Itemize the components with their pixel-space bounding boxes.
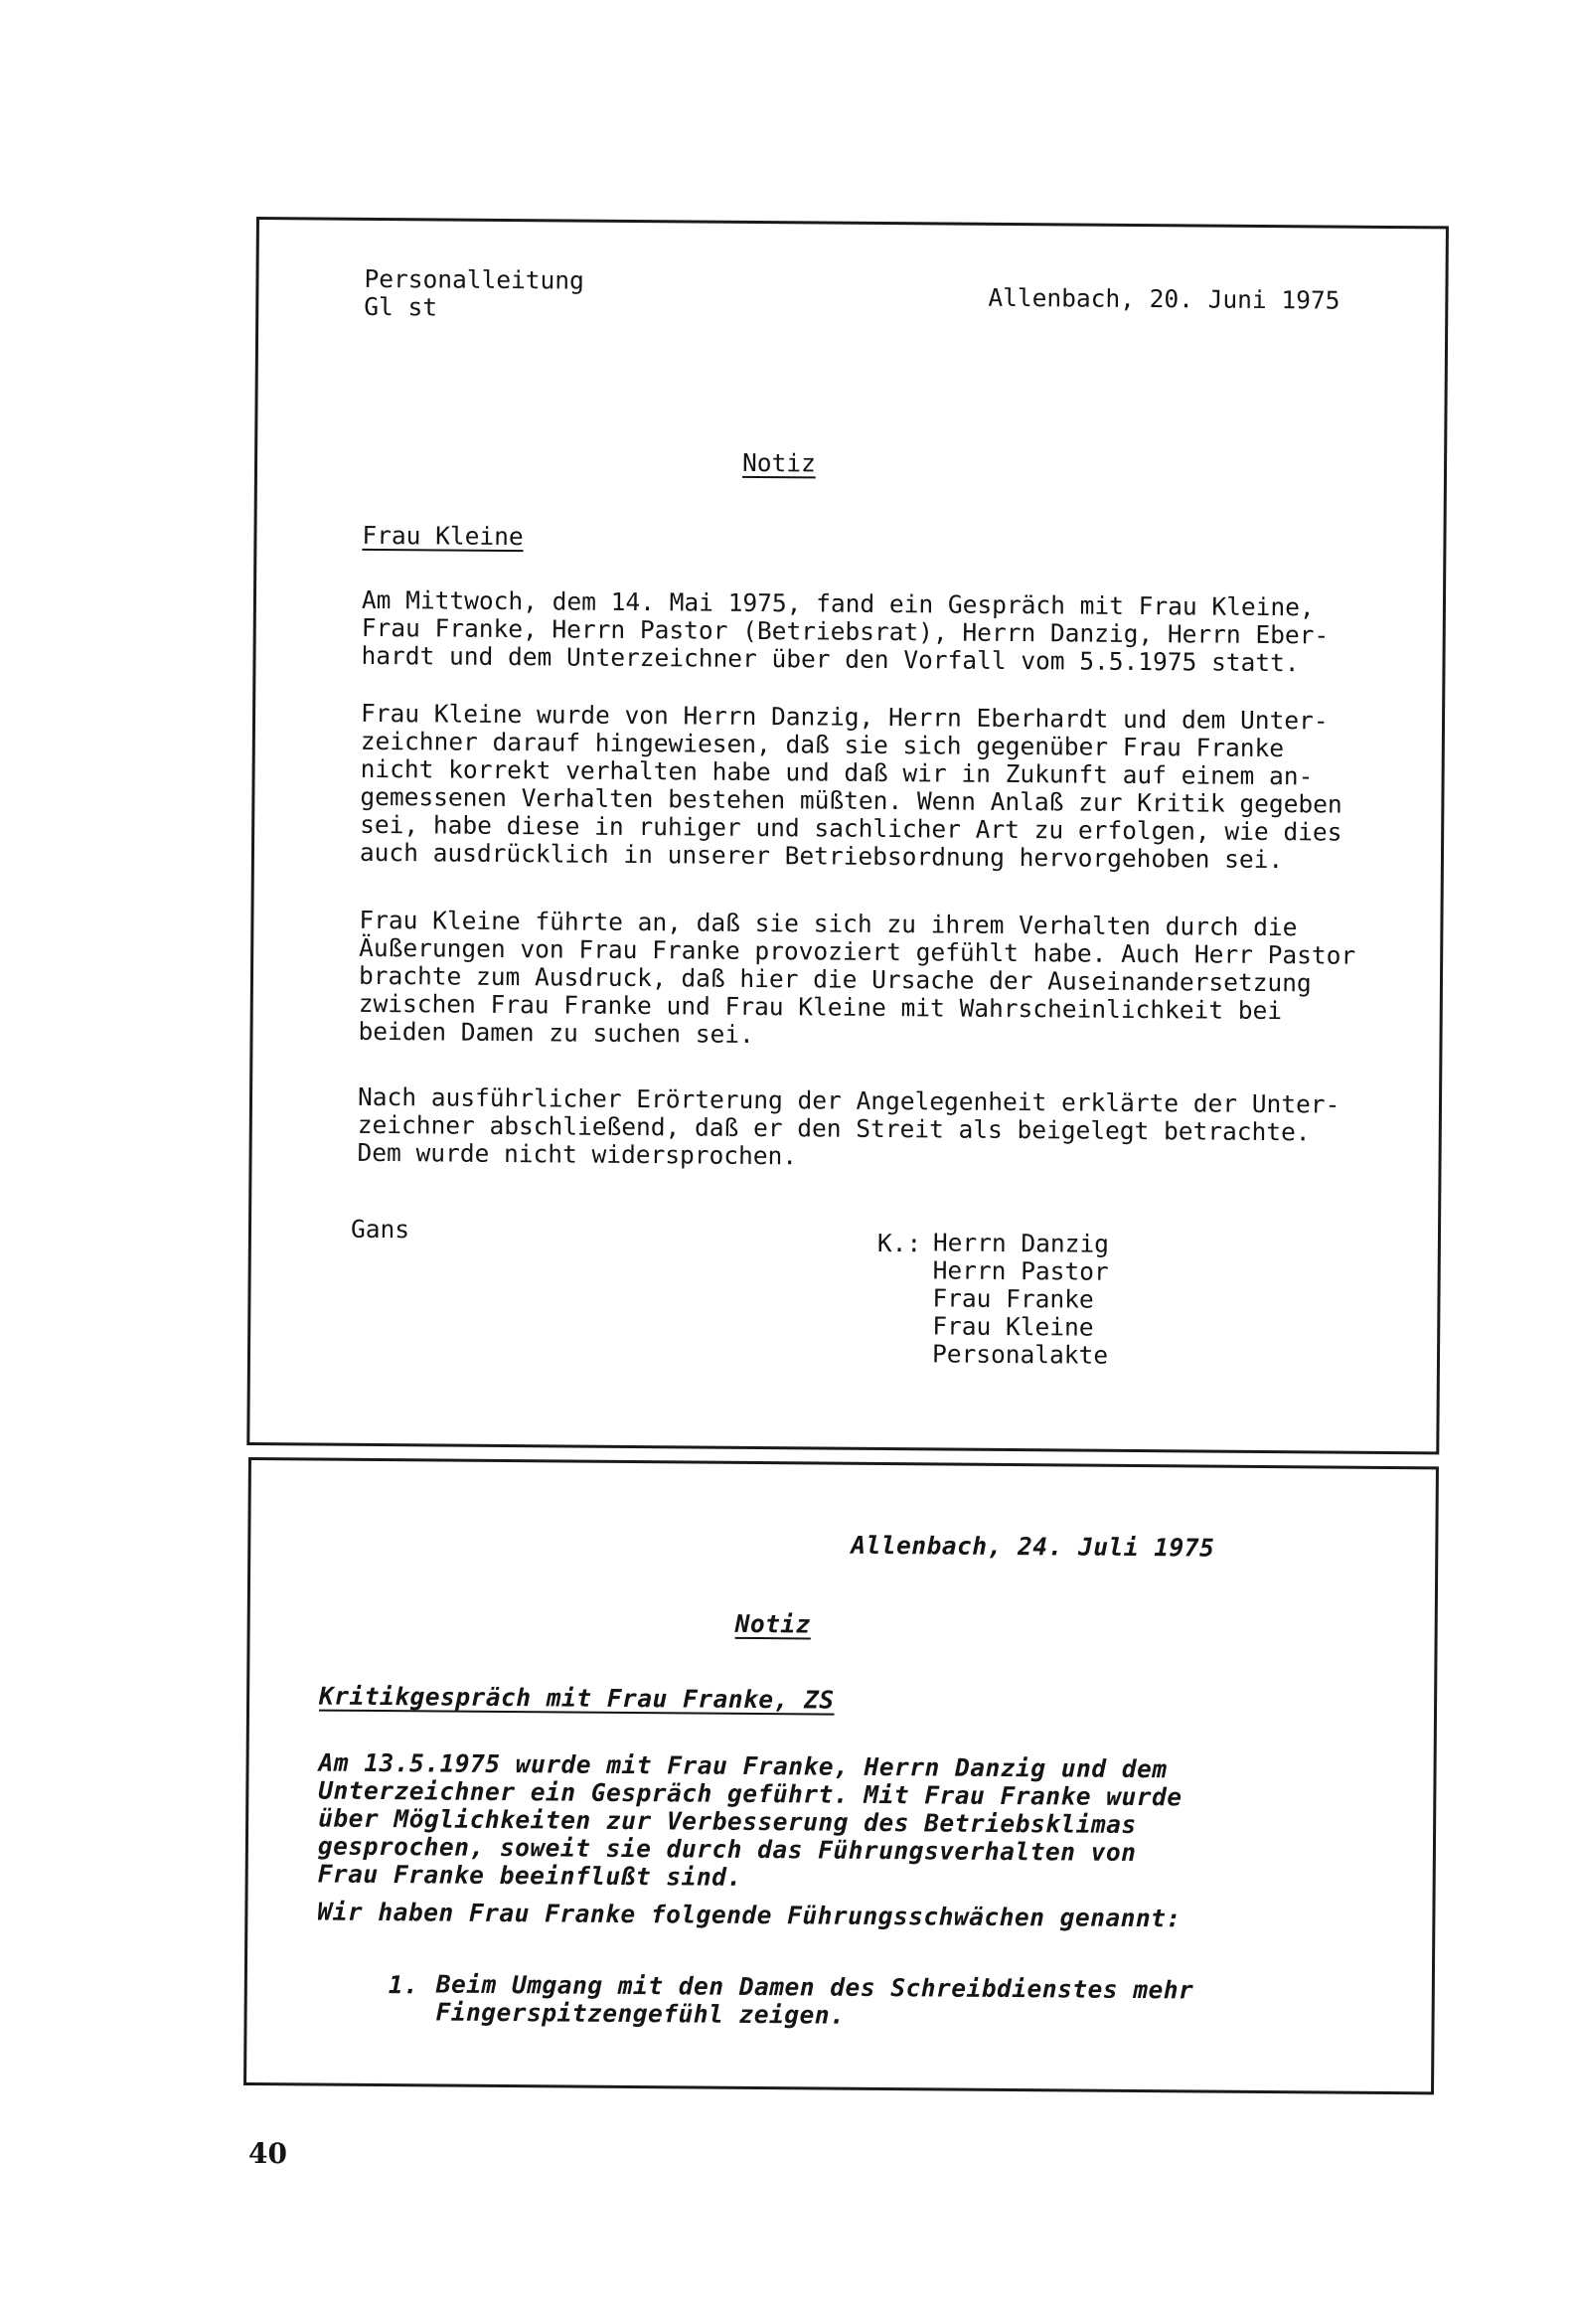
cc-recipient: Herrn Pastor (932, 1255, 1109, 1286)
memo-1-place-date: Allenbach, 20. Juni 1975 (988, 282, 1340, 315)
text-line: hardt und dem Unterzeichner über den Vorfall vom 5.5.1975 statt. (361, 640, 1300, 678)
text-line: sei, habe diese in ruhiger und sachlicher Art zu erfolgen, wie dies (360, 809, 1342, 847)
text-line: Beim Umgang mit den Damen des Schreibdienstes mehr (435, 1969, 1194, 2005)
text-line: gemessenen Verhalten bestehen müßten. Wenn Anlaß zur Kritik gegeben (360, 781, 1342, 819)
text-line: zwischen Frau Franke und Frau Kleine mit Wahrscheinlichkeit bei (358, 988, 1283, 1026)
memo-1-frame (246, 217, 1449, 1454)
memo-1-subject: Frau Kleine (362, 520, 524, 552)
text-line: beiden Damen zu suchen sei. (358, 1016, 754, 1049)
memo-1-paragraph-2 (360, 700, 1343, 875)
memo-2-paragraph-2 (317, 1899, 1181, 1933)
text-line: Frau Franke beeinflußt sind. (317, 1859, 742, 1892)
text-line: gesprochen, soweit sie durch das Führungsverhalten von (317, 1831, 1137, 1868)
cc-recipient: Frau Franke (932, 1283, 1094, 1314)
memo-2-frame (243, 1457, 1439, 2094)
text-line: auch ausdrücklich in unserer Betriebsordnung hervorgehoben sei. (359, 837, 1284, 875)
sender-initials: Gl st (364, 291, 438, 322)
text-line: zeichner abschließend, daß er den Streit als beigelegt betrachte. (357, 1109, 1311, 1147)
text-line: brachte zum Ausdruck, daß hier die Ursache der Auseinandersetzung (358, 960, 1312, 998)
text-line: Dem wurde nicht widersprochen. (357, 1137, 798, 1171)
text-line: Wir haben Frau Franke folgende Führungsschwächen genannt: (317, 1897, 1182, 1933)
text-line: Am 13.5.1975 wurde mit Frau Franke, Herrn Danzig und dem (318, 1747, 1168, 1784)
sender-department: Personalleitung (364, 263, 584, 295)
list-item-number: 1. (388, 1970, 419, 2000)
text-line: Frau Kleine führte an, daß sie sich zu ihrem Verhalten durch die (359, 905, 1298, 942)
cc-recipient: Herrn Danzig (932, 1228, 1110, 1258)
memo-1-paragraph-3 (358, 907, 1355, 1054)
text-line: Unterzeichner ein Gespräch geführt. Mit Frau Franke wurde (318, 1775, 1183, 1812)
memo-2-place-date: Allenbach, 24. Juli 1975 (851, 1530, 1215, 1563)
memo-2-heading: Notiz (734, 1608, 812, 1639)
text-line: Am Mittwoch, dem 14. Mai 1975, fand ein Gespräch mit Frau Kleine, (361, 584, 1315, 622)
text-line: nicht korrekt verhalten habe und daß wir in Zukunft auf einem an- (360, 753, 1314, 791)
text-line: zeichner darauf hingewiesen, daß sie sich gegenüber Frau Franke (360, 726, 1285, 763)
text-line: Nach ausführlicher Erörterung der Angelegenheit erklärte der Unter- (357, 1081, 1340, 1119)
text-line: Frau Franke, Herrn Pastor (Betriebsrat), Herrn Danzig, Herrn Eber- (361, 612, 1330, 650)
cc-label: K.: (876, 1228, 922, 1258)
memo-1-paragraph-1 (361, 586, 1329, 678)
page-number: 40 (248, 2137, 287, 2170)
memo-1-paragraph-4 (357, 1083, 1340, 1175)
cc-recipient: Personalakte (931, 1339, 1109, 1370)
text-line: Äußerungen von Frau Franke provoziert gefühlt habe. Auch Herr Pastor (359, 932, 1356, 970)
memo-1-signature: Gans (350, 1214, 410, 1245)
cc-recipient-list (932, 1229, 1109, 1369)
memo-1-heading: Notiz (741, 447, 816, 478)
list-item-1 (436, 1970, 1194, 2032)
memo-2-subject: Kritikgespräch mit Frau Franke, ZS (319, 1681, 835, 1715)
memo-2-paragraph-1 (318, 1749, 1183, 1896)
text-line: Frau Kleine wurde von Herrn Danzig, Herrn Eberhardt und dem Unter- (360, 698, 1329, 736)
text-line: Fingerspitzengefühl zeigen. (435, 1997, 846, 2030)
text-line: über Möglichkeiten zur Verbesserung des Betriebsklimas (318, 1803, 1137, 1840)
cc-recipient: Frau Kleine (932, 1311, 1094, 1342)
